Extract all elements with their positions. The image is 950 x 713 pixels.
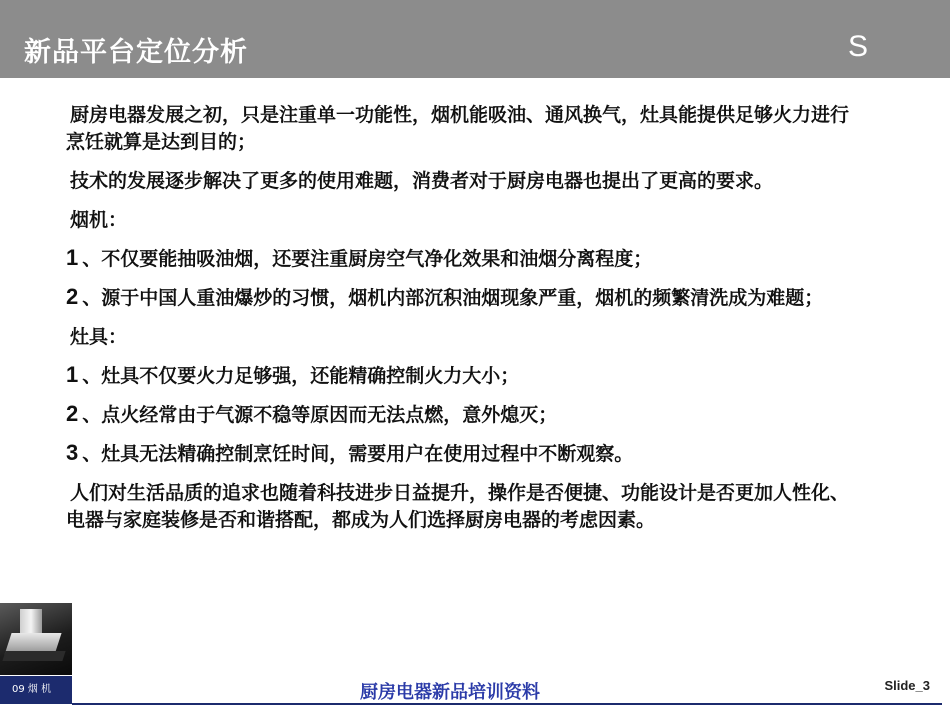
- list-item: 1 、灶具不仅要火力足够强，还能精确控制火力大小；: [66, 362, 520, 387]
- footer-title: 厨房电器新品培训资料: [360, 682, 540, 703]
- list-item: 2 、点火经常由于气源不稳等原因而无法点燃，意外熄灭；: [66, 401, 558, 426]
- list-number: 2: [66, 284, 79, 309]
- list-item: 3 、灶具无法精确控制烹饪时间，需要用户在使用过程中不断观察。: [66, 440, 634, 465]
- title-bar: [0, 0, 950, 78]
- slide-number: Slide_3: [884, 678, 930, 693]
- section-heading-stove: 灶具：: [70, 326, 128, 348]
- list-number: 1: [66, 245, 79, 270]
- paragraph: 技术的发展逐步解决了更多的使用难题，消费者对于厨房电器也提出了更高的要求。: [70, 170, 774, 192]
- section-tab: 09 烟 机: [0, 676, 72, 704]
- paragraph: 厨房电器发展之初，只是注重单一功能性，烟机能吸油、通风换气，灶具能提供足够火力进行烹饪就算是达到目的；: [66, 104, 850, 153]
- list-number: 2: [66, 401, 79, 426]
- list-number: 1: [66, 362, 79, 387]
- title-mark: S: [847, 30, 868, 63]
- section-heading-range-hood: 烟机：: [70, 209, 128, 231]
- list-item: 2 、源于中国人重油爆炒的习惯，烟机内部沉积油烟现象严重，烟机的频繁清洗成为难题；: [66, 284, 824, 309]
- slide-content: [66, 100, 866, 544]
- slide-title: 新品平台定位分析: [24, 37, 248, 68]
- list-item: 1 、不仅要能抽吸油烟，还要注重厨房空气净化效果和油烟分离程度；: [66, 245, 653, 270]
- hood-chimney: [20, 609, 42, 635]
- paragraph: 人们对生活品质的追求也随着科技进步日益提升，操作是否便捷、功能设计是否更加人性化、电器与家庭装修是否和谐搭配，都成为人们选择厨房电器的考虑因素。: [66, 482, 850, 531]
- hood-glass: [2, 651, 65, 661]
- list-number: 3: [66, 440, 79, 465]
- range-hood-thumbnail: [0, 603, 72, 675]
